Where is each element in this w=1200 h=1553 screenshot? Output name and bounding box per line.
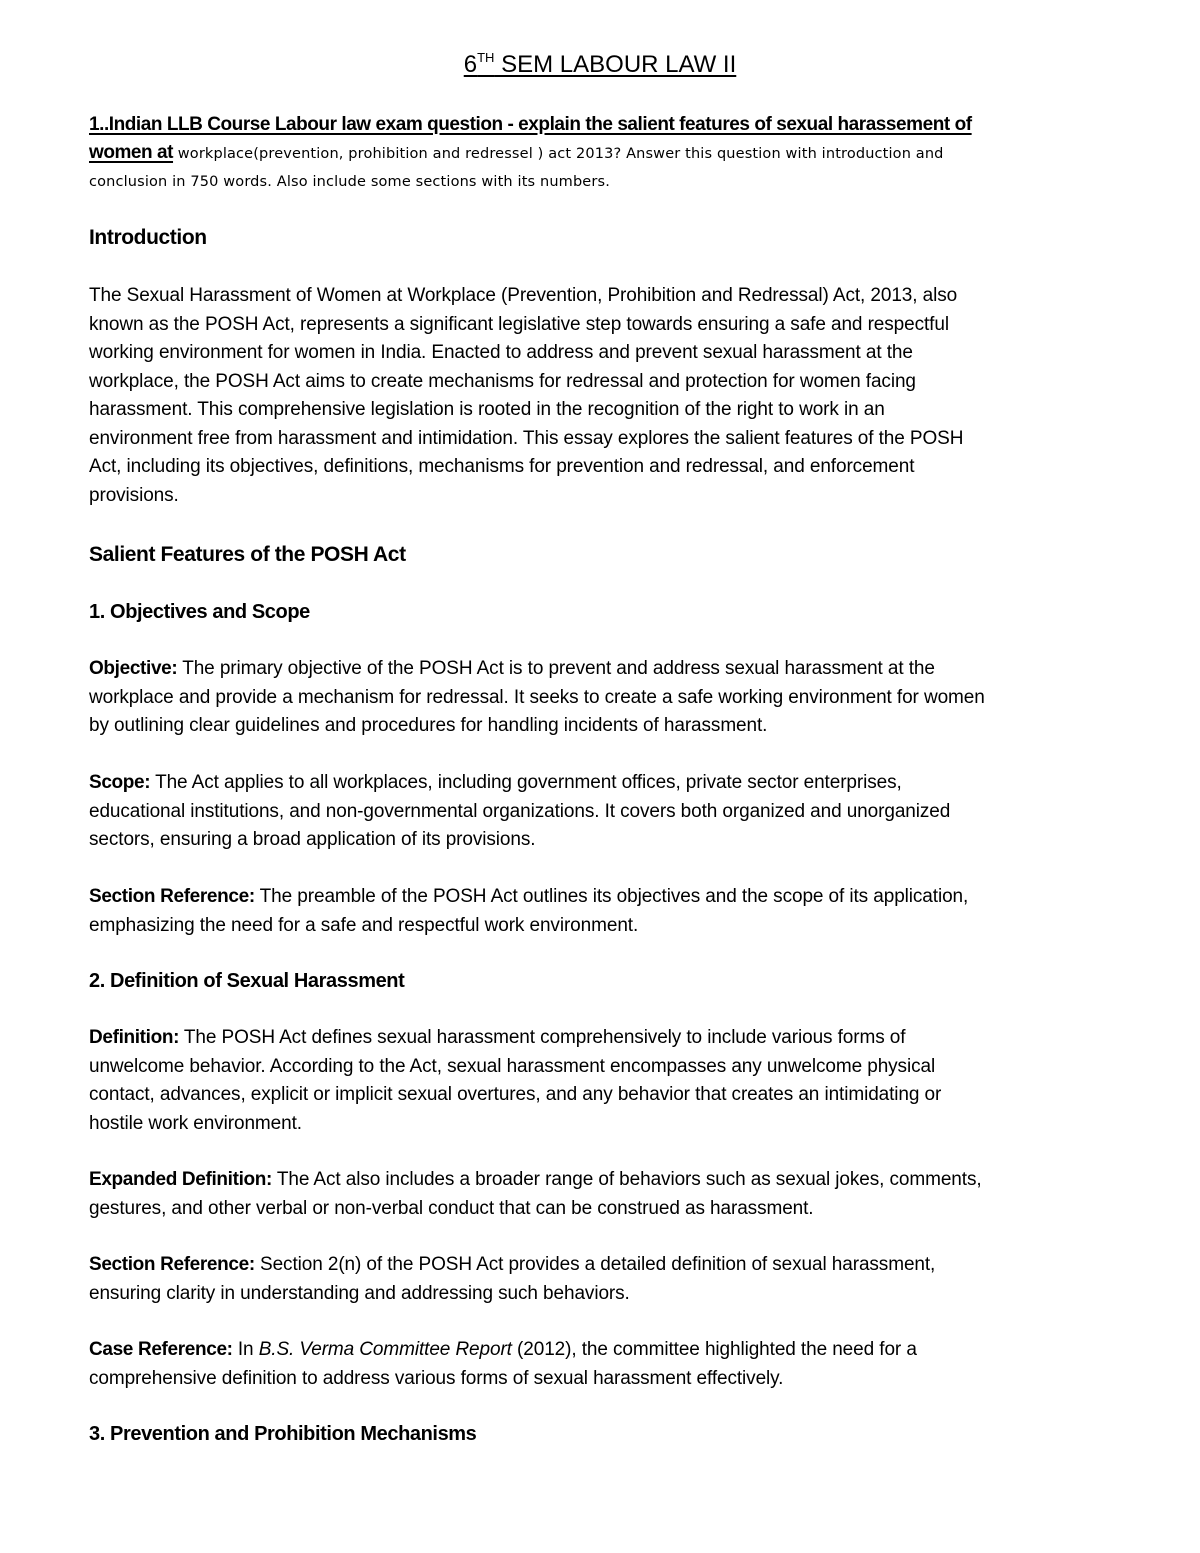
introduction-heading: Introduction	[89, 226, 207, 249]
case-reference-citation: B.S. Verma Committee Report	[258, 1339, 512, 1360]
paragraph-line: hostile work environment.	[89, 1112, 302, 1134]
paragraph-line	[89, 769, 1129, 798]
objective-paragraph	[89, 655, 1129, 741]
definition-paragraph	[89, 1024, 1129, 1138]
paragraph-line: ensuring clarity in understanding and addressing such behaviors.	[89, 1282, 630, 1304]
expanded-definition-text: The Act also includes a broader range of behaviors such as sexual jokes, comments,	[272, 1169, 982, 1190]
title-prefix: 6	[463, 51, 478, 78]
salient-features-heading: Salient Features of the POSH Act	[89, 543, 406, 566]
paragraph-line: emphasizing the need for a safe and respectful work environment.	[89, 914, 639, 936]
paragraph-line: gestures, and other verbal or non-verbal conduct that can be construed as harassment.	[89, 1197, 814, 1219]
paragraph-line	[89, 1336, 1129, 1365]
expanded-definition-paragraph	[89, 1166, 1129, 1223]
document-title	[0, 50, 1200, 80]
scope-text: The Act applies to all workplaces, including government offices, private sector enterprises,	[150, 772, 902, 793]
objective-text: The primary objective of the POSH Act is to prevent and address sexual harassment at the	[177, 658, 935, 679]
case-reference-term: Case Reference:	[89, 1339, 233, 1360]
paragraph-line: Act, including its objectives, definitions, mechanisms for prevention and redressal, and enforcement	[89, 456, 915, 477]
section-2-reference-paragraph	[89, 1251, 1129, 1308]
paragraph-line: known as the POSH Act, represents a significant legislative step towards ensuring a safe and respectful	[89, 313, 949, 335]
title-rest: SEM LABOUR LAW II	[494, 51, 737, 78]
section-reference-term: Section Reference:	[89, 1254, 255, 1275]
question-line-2	[89, 139, 1129, 168]
section-reference-text: The preamble of the POSH Act outlines its objectives and the scope of its application,	[254, 886, 969, 907]
expanded-definition-term: Expanded Definition:	[89, 1169, 273, 1190]
paragraph-line: workplace, the POSH Act aims to create mechanisms for redressal and protection for women facing	[89, 370, 916, 392]
paragraph-line: environment free from harassment and intimidation. This essay explores the salient features of the POSH	[89, 427, 964, 449]
introduction-paragraph	[89, 282, 1129, 510]
case-reference-paragraph	[89, 1336, 1129, 1393]
scope-term: Scope:	[89, 772, 151, 793]
section-2-heading: 2. Definition of Sexual Harassment	[89, 970, 405, 992]
paragraph-line	[89, 1024, 1129, 1053]
paragraph-line	[89, 1251, 1129, 1280]
paragraph-line: comprehensive definition to address various forms of sexual harassment effectively.	[89, 1367, 784, 1389]
case-reference-text: In	[232, 1339, 259, 1360]
paragraph-line: by outlining clear guidelines and procedures for handling incidents of harassment.	[89, 715, 768, 736]
paragraph-line: workplace and provide a mechanism for redressal. It seeks to create a safe working environment for women	[89, 686, 985, 708]
question-plain-text: workplace(prevention, prohibition and redressel ) act 2013? Answer this question with introduction and	[173, 146, 944, 162]
section-1-heading: 1. Objectives and Scope	[89, 601, 310, 623]
question-bold-continuation: women at	[89, 142, 174, 163]
paragraph-line: harassment. This comprehensive legislation is rooted in the recognition of the right to work in an	[89, 399, 885, 420]
definition-term: Definition:	[89, 1027, 180, 1048]
objective-term: Objective:	[89, 658, 178, 679]
section-3-heading: 3. Prevention and Prohibition Mechanisms	[89, 1423, 477, 1445]
paragraph-line: educational institutions, and non-governmental organizations. It covers both organized and unorganized	[89, 800, 951, 822]
title-superscript: TH	[477, 50, 495, 65]
paragraph-line	[89, 883, 1129, 912]
paragraph-line: contact, advances, explicit or implicit sexual overtures, and any behavior that creates an intimidating or	[89, 1084, 942, 1105]
scope-paragraph	[89, 769, 1129, 855]
question-line-1	[89, 111, 1129, 139]
paragraph-line	[89, 655, 1129, 684]
question-bold-text: 1..Indian LLB Course Labour law exam question - explain the salient features of sexual harassement of	[89, 114, 972, 135]
paragraph-line: working environment for women in India. Enacted to address and prevent sexual harassment at the	[89, 342, 913, 363]
exam-question	[89, 111, 1129, 196]
section-1-reference-paragraph	[89, 883, 1129, 940]
paragraph-line	[89, 1166, 1129, 1195]
section-reference-term: Section Reference:	[89, 886, 255, 907]
paragraph-line: provisions.	[89, 484, 179, 506]
paragraph-line: The Sexual Harassment of Women at Workplace (Prevention, Prohibition and Redressal) Act, 2013, also	[89, 285, 958, 306]
paragraph-line: unwelcome behavior. According to the Act, sexual harassment encompasses any unwelcome physical	[89, 1055, 936, 1077]
case-reference-text: (2012), the committee highlighted the need for a	[511, 1339, 917, 1360]
definition-text: The POSH Act defines sexual harassment comprehensively to include various forms of	[179, 1027, 906, 1048]
question-line-3: conclusion in 750 words. Also include some sections with its numbers.	[89, 174, 610, 190]
section-reference-text: Section 2(n) of the POSH Act provides a detailed definition of sexual harassment,	[254, 1254, 936, 1275]
paragraph-line: sectors, ensuring a broad application of its provisions.	[89, 829, 536, 850]
